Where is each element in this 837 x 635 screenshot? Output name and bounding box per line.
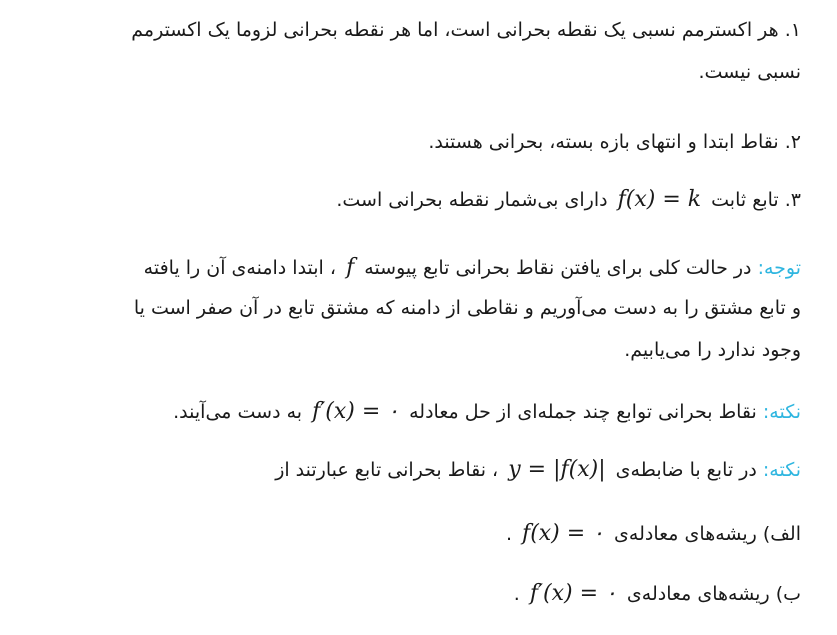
item-3-formula: f(x) = k [617, 187, 702, 212]
item-2-number: ۲. [784, 131, 801, 153]
item-3-pre: تابع ثابت [711, 189, 779, 211]
tip-2-formula: y = |f(x)| [508, 457, 606, 482]
item-2 [428, 128, 801, 156]
tip-1-label: نکته: [762, 401, 801, 423]
caution-text-a: در حالت کلی برای یافتن نقاط بحرانی تابع پیوسته [364, 257, 752, 279]
case-a-formula: f(x) = ۰ [522, 521, 604, 546]
item-3-number: ۳. [784, 189, 801, 211]
tip-2 [275, 456, 801, 484]
case-a [506, 520, 801, 548]
tip-1-pre: نقاط بحرانی توابع چند جمله‌ای از حل معادله [409, 401, 757, 423]
caution-text-b: ، ابتدا دامنه‌ی آن را یافته [143, 257, 337, 279]
case-b-end: . [513, 583, 520, 605]
item-1-number: ۱. [784, 19, 801, 41]
item-3-post: دارای بی‌شمار نقطه بحرانی است. [336, 189, 608, 211]
caution-line-3: وجود ندارد را می‌یابیم. [624, 339, 801, 361]
case-a-text: الف) ریشه‌های معادله‌ی [614, 523, 801, 545]
tip-1-post: به دست می‌آیند. [173, 401, 303, 423]
tip-2-pre: در تابع با ضابطه‌ی [615, 459, 757, 481]
caution-label: توجه: [757, 257, 801, 279]
tip-2-label: نکته: [762, 459, 801, 481]
item-3 [336, 186, 801, 214]
item-1 [131, 16, 801, 44]
item-1-text: هر اکسترمم نسبی یک نقطه بحرانی است، اما هر نقطه بحرانی لزوما یک اکسترمم [131, 19, 779, 41]
tip-2-post: ، نقاط بحرانی تابع عبارتند از [275, 459, 499, 481]
caution-formula: f [346, 255, 355, 280]
case-a-end: . [505, 523, 512, 545]
case-b [514, 580, 801, 608]
caution-line-2: و تابع مشتق را به دست می‌آوریم و نقاطی از دامنه که مشتق تابع در آن صفر است یا [133, 297, 801, 319]
caution-line-1 [36, 254, 801, 282]
item-2-text: نقاط ابتدا و انتهای بازه بسته، بحرانی هستند. [428, 131, 779, 153]
case-b-formula: f′(x) = ۰ [529, 581, 617, 606]
item-1-continuation: نسبی نیست. [698, 61, 801, 83]
tip-1-formula: f′(x) = ۰ [312, 399, 400, 424]
case-b-text: ب) ریشه‌های معادله‌ی [626, 583, 801, 605]
tip-1 [173, 398, 801, 426]
